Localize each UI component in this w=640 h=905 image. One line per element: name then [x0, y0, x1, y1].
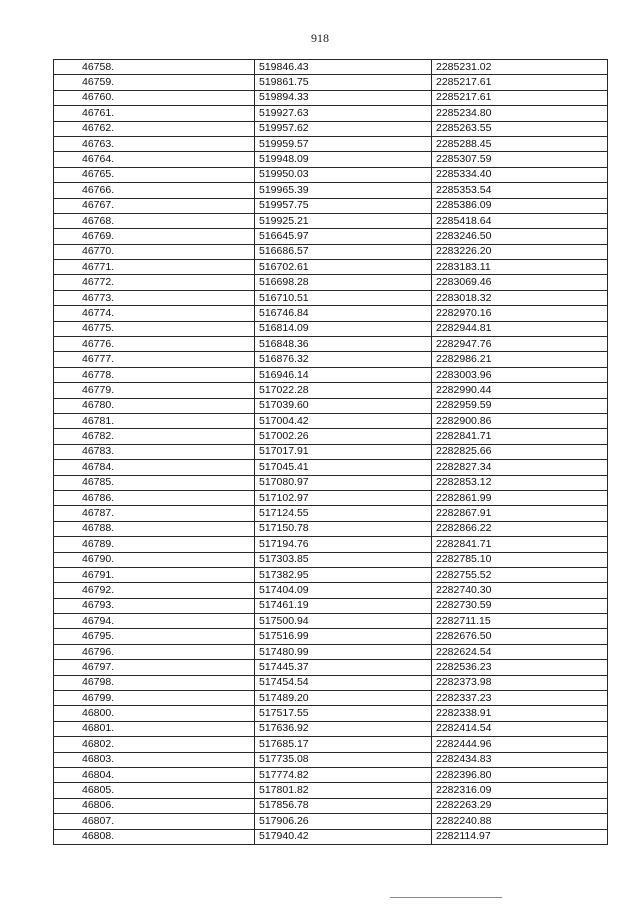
table-row: [54, 660, 608, 675]
point-number-cell: 46791.: [54, 567, 255, 582]
table-row: [54, 260, 608, 275]
point-number-cell: 46790.: [54, 552, 255, 567]
y-coordinate-cell: 2283003.96: [432, 367, 608, 382]
y-coordinate-cell: 2285418.64: [432, 213, 608, 228]
y-coordinate-cell: 2285263.55: [432, 121, 608, 136]
y-coordinate-cell: 2283246.50: [432, 229, 608, 244]
point-number-cell: 46804.: [54, 767, 255, 782]
table-row: [54, 583, 608, 598]
y-coordinate-cell: 2282825.66: [432, 444, 608, 459]
y-coordinate-cell: 2282944.81: [432, 321, 608, 336]
table-row: [54, 152, 608, 167]
table-row: [54, 136, 608, 151]
coordinates-table-body: [54, 60, 608, 845]
x-coordinate-cell: 517856.78: [255, 798, 432, 813]
y-coordinate-cell: 2282711.15: [432, 614, 608, 629]
point-number-cell: 46764.: [54, 152, 255, 167]
y-coordinate-cell: 2285234.80: [432, 106, 608, 121]
table-row: [54, 798, 608, 813]
y-coordinate-cell: 2282624.54: [432, 644, 608, 659]
x-coordinate-cell: 517039.60: [255, 398, 432, 413]
table-row: [54, 213, 608, 228]
point-number-cell: 46765.: [54, 167, 255, 182]
y-coordinate-cell: 2282755.52: [432, 567, 608, 582]
x-coordinate-cell: 516686.57: [255, 244, 432, 259]
table-row: [54, 644, 608, 659]
point-number-cell: 46808.: [54, 829, 255, 844]
point-number-cell: 46767.: [54, 198, 255, 213]
table-row: [54, 675, 608, 690]
table-row: [54, 429, 608, 444]
x-coordinate-cell: 517194.76: [255, 537, 432, 552]
table-row: [54, 383, 608, 398]
table-row: [54, 167, 608, 182]
y-coordinate-cell: 2282866.22: [432, 521, 608, 536]
point-number-cell: 46768.: [54, 213, 255, 228]
x-coordinate-cell: 517004.42: [255, 413, 432, 428]
table-row: [54, 614, 608, 629]
x-coordinate-cell: 516848.36: [255, 337, 432, 352]
x-coordinate-cell: 517480.99: [255, 644, 432, 659]
x-coordinate-cell: 517489.20: [255, 691, 432, 706]
x-coordinate-cell: 517517.55: [255, 706, 432, 721]
table-row: [54, 552, 608, 567]
y-coordinate-cell: 2282959.59: [432, 398, 608, 413]
point-number-cell: 46782.: [54, 429, 255, 444]
table-row: [54, 90, 608, 105]
point-number-cell: 46794.: [54, 614, 255, 629]
x-coordinate-cell: 517454.54: [255, 675, 432, 690]
table-row: [54, 460, 608, 475]
point-number-cell: 46774.: [54, 306, 255, 321]
table-row: [54, 398, 608, 413]
table-row: [54, 814, 608, 829]
x-coordinate-cell: 517080.97: [255, 475, 432, 490]
point-number-cell: 46802.: [54, 737, 255, 752]
point-number-cell: 46801.: [54, 721, 255, 736]
x-coordinate-cell: 517404.09: [255, 583, 432, 598]
x-coordinate-cell: 517500.94: [255, 614, 432, 629]
table-row: [54, 721, 608, 736]
y-coordinate-cell: 2283226.20: [432, 244, 608, 259]
table-row: [54, 367, 608, 382]
y-coordinate-cell: 2283018.32: [432, 290, 608, 305]
y-coordinate-cell: 2282861.99: [432, 490, 608, 505]
y-coordinate-cell: 2282316.09: [432, 783, 608, 798]
table-row: [54, 306, 608, 321]
table-row: [54, 275, 608, 290]
table-row: [54, 183, 608, 198]
table-row: [54, 598, 608, 613]
table-row: [54, 567, 608, 582]
table-row: [54, 352, 608, 367]
table-row: [54, 75, 608, 90]
x-coordinate-cell: 519957.62: [255, 121, 432, 136]
table-row: [54, 752, 608, 767]
x-coordinate-cell: 517017.91: [255, 444, 432, 459]
y-coordinate-cell: 2285334.40: [432, 167, 608, 182]
y-coordinate-cell: 2282536.23: [432, 660, 608, 675]
y-coordinate-cell: 2282986.21: [432, 352, 608, 367]
point-number-cell: 46777.: [54, 352, 255, 367]
table-row: [54, 629, 608, 644]
y-coordinate-cell: 2282900.86: [432, 413, 608, 428]
y-coordinate-cell: 2285353.54: [432, 183, 608, 198]
point-number-cell: 46806.: [54, 798, 255, 813]
point-number-cell: 46792.: [54, 583, 255, 598]
x-coordinate-cell: 517516.99: [255, 629, 432, 644]
x-coordinate-cell: 517102.97: [255, 490, 432, 505]
y-coordinate-cell: 2282730.59: [432, 598, 608, 613]
y-coordinate-cell: 2282827.34: [432, 460, 608, 475]
y-coordinate-cell: 2282373.98: [432, 675, 608, 690]
y-coordinate-cell: 2283183.11: [432, 260, 608, 275]
point-number-cell: 46798.: [54, 675, 255, 690]
point-number-cell: 46795.: [54, 629, 255, 644]
table-row: [54, 321, 608, 336]
x-coordinate-cell: 519861.75: [255, 75, 432, 90]
table-row: [54, 706, 608, 721]
x-coordinate-cell: 516698.28: [255, 275, 432, 290]
table-row: [54, 121, 608, 136]
x-coordinate-cell: 517801.82: [255, 783, 432, 798]
x-coordinate-cell: 517022.28: [255, 383, 432, 398]
y-coordinate-cell: 2282338.91: [432, 706, 608, 721]
x-coordinate-cell: 519957.75: [255, 198, 432, 213]
table-row: [54, 737, 608, 752]
y-coordinate-cell: 2282337.23: [432, 691, 608, 706]
point-number-cell: 46797.: [54, 660, 255, 675]
x-coordinate-cell: 517685.17: [255, 737, 432, 752]
point-number-cell: 46807.: [54, 814, 255, 829]
y-coordinate-cell: 2285217.61: [432, 75, 608, 90]
point-number-cell: 46770.: [54, 244, 255, 259]
x-coordinate-cell: 519925.21: [255, 213, 432, 228]
point-number-cell: 46784.: [54, 460, 255, 475]
y-coordinate-cell: 2282970.16: [432, 306, 608, 321]
y-coordinate-cell: 2285231.02: [432, 60, 608, 75]
y-coordinate-cell: 2282853.12: [432, 475, 608, 490]
y-coordinate-cell: 2285288.45: [432, 136, 608, 151]
point-number-cell: 46789.: [54, 537, 255, 552]
x-coordinate-cell: 516814.09: [255, 321, 432, 336]
x-coordinate-cell: 517445.37: [255, 660, 432, 675]
table-row: [54, 198, 608, 213]
x-coordinate-cell: 517150.78: [255, 521, 432, 536]
y-coordinate-cell: 2285307.59: [432, 152, 608, 167]
x-coordinate-cell: 516876.32: [255, 352, 432, 367]
point-number-cell: 46796.: [54, 644, 255, 659]
point-number-cell: 46758.: [54, 60, 255, 75]
x-coordinate-cell: 517303.85: [255, 552, 432, 567]
x-coordinate-cell: 519927.63: [255, 106, 432, 121]
table-row: [54, 337, 608, 352]
y-coordinate-cell: 2282867.91: [432, 506, 608, 521]
table-row: [54, 60, 608, 75]
table-row: [54, 829, 608, 844]
x-coordinate-cell: 519846.43: [255, 60, 432, 75]
y-coordinate-cell: 2282263.29: [432, 798, 608, 813]
table-row: [54, 444, 608, 459]
y-coordinate-cell: 2282676.50: [432, 629, 608, 644]
y-coordinate-cell: 2282990.44: [432, 383, 608, 398]
table-row: [54, 106, 608, 121]
x-coordinate-cell: 517045.41: [255, 460, 432, 475]
coordinates-table: [53, 59, 608, 845]
x-coordinate-cell: 517461.19: [255, 598, 432, 613]
x-coordinate-cell: 517002.26: [255, 429, 432, 444]
y-coordinate-cell: 2283069.46: [432, 275, 608, 290]
table-row: [54, 767, 608, 782]
point-number-cell: 46769.: [54, 229, 255, 244]
point-number-cell: 46766.: [54, 183, 255, 198]
table-row: [54, 537, 608, 552]
point-number-cell: 46787.: [54, 506, 255, 521]
point-number-cell: 46793.: [54, 598, 255, 613]
table-row: [54, 691, 608, 706]
point-number-cell: 46786.: [54, 490, 255, 505]
point-number-cell: 46788.: [54, 521, 255, 536]
x-coordinate-cell: 517382.95: [255, 567, 432, 582]
footer-rule: [390, 897, 502, 898]
point-number-cell: 46771.: [54, 260, 255, 275]
x-coordinate-cell: 519959.57: [255, 136, 432, 151]
x-coordinate-cell: 516946.14: [255, 367, 432, 382]
point-number-cell: 46760.: [54, 90, 255, 105]
page-number: 918: [311, 31, 329, 45]
y-coordinate-cell: 2282841.71: [432, 537, 608, 552]
x-coordinate-cell: 517735.08: [255, 752, 432, 767]
table-row: [54, 783, 608, 798]
x-coordinate-cell: 516645.97: [255, 229, 432, 244]
point-number-cell: 46759.: [54, 75, 255, 90]
point-number-cell: 46773.: [54, 290, 255, 305]
point-number-cell: 46783.: [54, 444, 255, 459]
y-coordinate-cell: 2282240.88: [432, 814, 608, 829]
y-coordinate-cell: 2282841.71: [432, 429, 608, 444]
table-row: [54, 413, 608, 428]
y-coordinate-cell: 2282947.76: [432, 337, 608, 352]
x-coordinate-cell: 517636.92: [255, 721, 432, 736]
point-number-cell: 46779.: [54, 383, 255, 398]
x-coordinate-cell: 516710.51: [255, 290, 432, 305]
point-number-cell: 46781.: [54, 413, 255, 428]
x-coordinate-cell: 516746.84: [255, 306, 432, 321]
x-coordinate-cell: 519950.03: [255, 167, 432, 182]
y-coordinate-cell: 2282740.30: [432, 583, 608, 598]
table-row: [54, 244, 608, 259]
table-row: [54, 490, 608, 505]
point-number-cell: 46785.: [54, 475, 255, 490]
x-coordinate-cell: 517124.55: [255, 506, 432, 521]
table-row: [54, 475, 608, 490]
point-number-cell: 46761.: [54, 106, 255, 121]
y-coordinate-cell: 2282114.97: [432, 829, 608, 844]
y-coordinate-cell: 2282444.96: [432, 737, 608, 752]
x-coordinate-cell: 516702.61: [255, 260, 432, 275]
point-number-cell: 46775.: [54, 321, 255, 336]
y-coordinate-cell: 2282396.80: [432, 767, 608, 782]
y-coordinate-cell: 2282785.10: [432, 552, 608, 567]
point-number-cell: 46803.: [54, 752, 255, 767]
table-row: [54, 506, 608, 521]
point-number-cell: 46772.: [54, 275, 255, 290]
y-coordinate-cell: 2285217.61: [432, 90, 608, 105]
x-coordinate-cell: 517940.42: [255, 829, 432, 844]
x-coordinate-cell: 519965.39: [255, 183, 432, 198]
point-number-cell: 46799.: [54, 691, 255, 706]
point-number-cell: 46805.: [54, 783, 255, 798]
table-row: [54, 290, 608, 305]
point-number-cell: 46778.: [54, 367, 255, 382]
y-coordinate-cell: 2282434.83: [432, 752, 608, 767]
point-number-cell: 46763.: [54, 136, 255, 151]
x-coordinate-cell: 517774.82: [255, 767, 432, 782]
point-number-cell: 46780.: [54, 398, 255, 413]
x-coordinate-cell: 517906.26: [255, 814, 432, 829]
x-coordinate-cell: 519948.09: [255, 152, 432, 167]
x-coordinate-cell: 519894.33: [255, 90, 432, 105]
table-row: [54, 521, 608, 536]
point-number-cell: 46800.: [54, 706, 255, 721]
y-coordinate-cell: 2285386.09: [432, 198, 608, 213]
y-coordinate-cell: 2282414.54: [432, 721, 608, 736]
table-row: [54, 229, 608, 244]
point-number-cell: 46776.: [54, 337, 255, 352]
point-number-cell: 46762.: [54, 121, 255, 136]
